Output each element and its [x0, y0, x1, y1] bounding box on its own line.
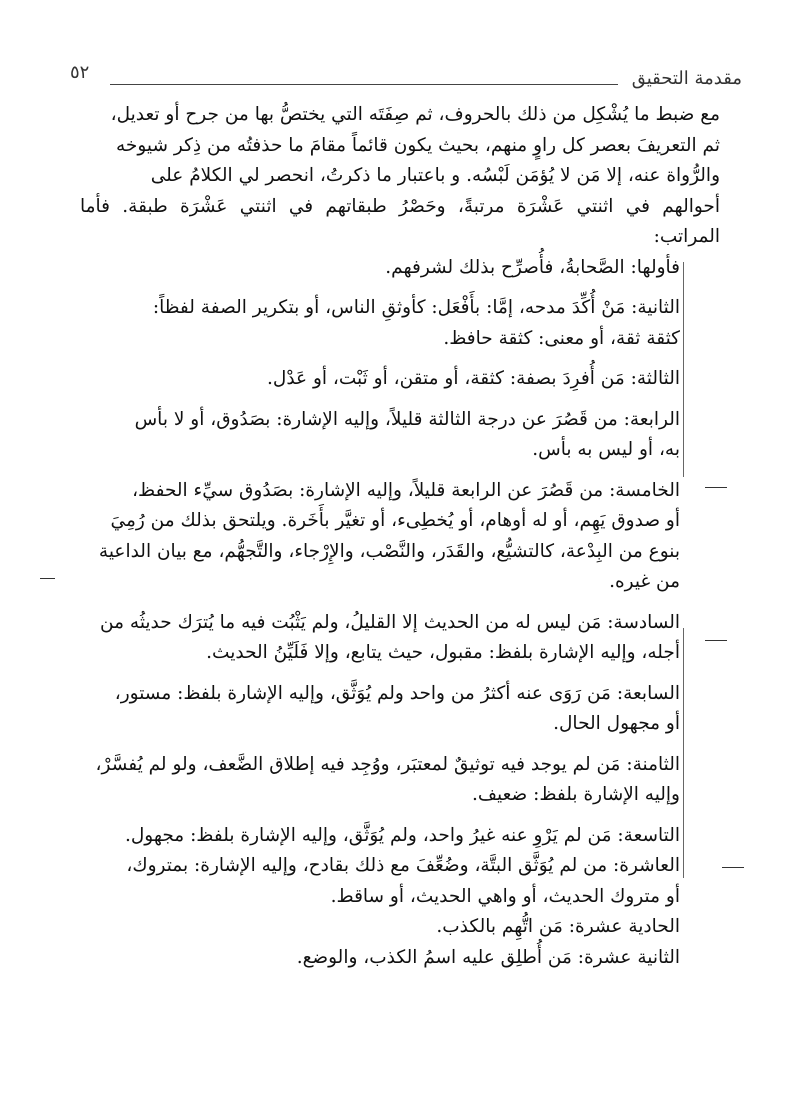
margin-bracket [683, 628, 684, 878]
rank-line: فأولها: الصَّحابةُ، فأُصرِّح بذلك لشرفهم. [385, 256, 680, 278]
intro-line: ثم التعريفَ بعصر كل راوٍ منهم، بحيث يكون قائماً مقامَ ما حذفتُه من ذِكر شيوخه [116, 134, 720, 156]
rank-line: السابعة: مَن رَوَى عنه أكثرُ من واحد ولم يُوَثَّق، وإليه الإشارة بلفظ: مستور، [114, 682, 680, 704]
rank-line: أو متروك الحديث، أو واهي الحديث، أو ساقط. [330, 885, 680, 907]
rank-line: الحادية عشرة: مَن اتُّهِم بالكذب. [436, 916, 680, 937]
rank-5 [80, 476, 720, 598]
rank-line: الثانية عشرة: مَن أُطلِق عليه اسمُ الكذب، والوضع. [296, 946, 680, 968]
rank-3 [80, 364, 720, 395]
margin-dash [40, 578, 55, 579]
margin-dash [722, 867, 744, 868]
rank-11 [80, 912, 720, 943]
running-title: مقدمة التحقيق [631, 68, 742, 89]
rank-8 [80, 750, 720, 811]
rank-line: السادسة: مَن ليس له من الحديث إلا القليلُ، ولم يَثْبُت فيه ما يُترَك حديثُه من [100, 611, 680, 633]
rank-7 [80, 679, 720, 740]
rank-line: من غيره. [609, 571, 680, 592]
rank-line: أو مجهول الحال. [553, 713, 680, 734]
intro-line: مع ضبط ما يُشْكِل من ذلك بالحروف، ثم صِفَتَه التي يختصُّ بها من جرح أو تعديل، [110, 104, 720, 125]
rank-line: الخامسة: من قَصُرَ عن الرابعة قليلاً، وإليه الإشارة: بصَدُوق سيِّء الحفظ، [132, 479, 680, 501]
rank-12 [80, 943, 720, 974]
rank-line: الرابعة: من قَصُرَ عن درجة الثالثة قليلاً، وإليه الإشارة: بصَدُوق، أو لا بأس [134, 408, 680, 430]
page-header [60, 62, 750, 96]
page-number: ٥٢ [70, 62, 90, 83]
rank-line: الثانية: مَنْ أُكِّدَ مدحه، إمَّا: بأَفْعَل: كأوثقِ الناس، أو بتكرير الصفة لفظاً: [152, 297, 680, 318]
main-text [80, 100, 720, 973]
rank-line: الثالثة: مَن أُفرِدَ بصفة: كثقة، أو متقن، أو ثَبْت، أو عَدْل. [267, 368, 680, 389]
rank-line: بنوع من البِدْعة، كالتشيُّع، والقَدَر، والنَّصْب، والإِرْجاء، والتَّجهُّم، مع بيان الداعية [98, 540, 680, 562]
rank-2 [80, 293, 720, 354]
rank-line: الثامنة: مَن لم يوجد فيه توثيقٌ لمعتبَر، ووُجِد فيه إطلاق الضَّعف، ولو لم يُفسَّرْ، [95, 753, 680, 775]
rank-line: أو صدوق يَهِم، أو له أوهام، أو يُخطِىء، أو تغيَّر بأَخَرة. ويلتحق بذلك من رُمِيَ [110, 510, 680, 531]
rank-line: التاسعة: مَن لم يَرْوِ عنه غيرُ واحد، ولم يُوَثَّق، وإليه الإشارة بلفظ: مجهول. [124, 824, 680, 846]
intro-line: والرُّواة عنه، إلا مَن لا يُؤمَن لَبْسُه. و باعتبار ما ذكرتُ، انحصر لي الكلامُ على [150, 165, 720, 186]
rank-1 [80, 253, 720, 284]
rank-line: العاشرة: من لم يُوَثَّق البتَّة، وضُعِّفَ مع ذلك بقادح، وإليه الإشارة: بمتروك، [126, 855, 680, 876]
intro-line: أحوالهم في اثنتي عَشْرَة مرتبةً، وحَصْرُ طبقاتهم في اثنتي عَشْرَة طبقة. فأما المراتب: [80, 195, 720, 247]
rank-line: وإليه الإشارة بلفظ: ضعيف. [472, 784, 680, 805]
rank-9 [80, 821, 720, 852]
rank-6 [80, 608, 720, 669]
margin-dash [705, 640, 727, 641]
rank-line: أجله، وإليه الإشارة بلفظ: مقبول، حيث يتابع، وإلا فَلَيِّنُ الحديث. [206, 642, 680, 663]
header-rule [110, 84, 618, 85]
rank-line: به، أو ليس به بأس. [532, 439, 680, 460]
margin-dash [705, 487, 727, 488]
rank-4 [80, 405, 720, 466]
rank-line: كثقة ثقة، أو معنى: كثقة حافظ. [443, 327, 680, 349]
margin-bracket [683, 262, 684, 477]
rank-10 [80, 851, 720, 912]
